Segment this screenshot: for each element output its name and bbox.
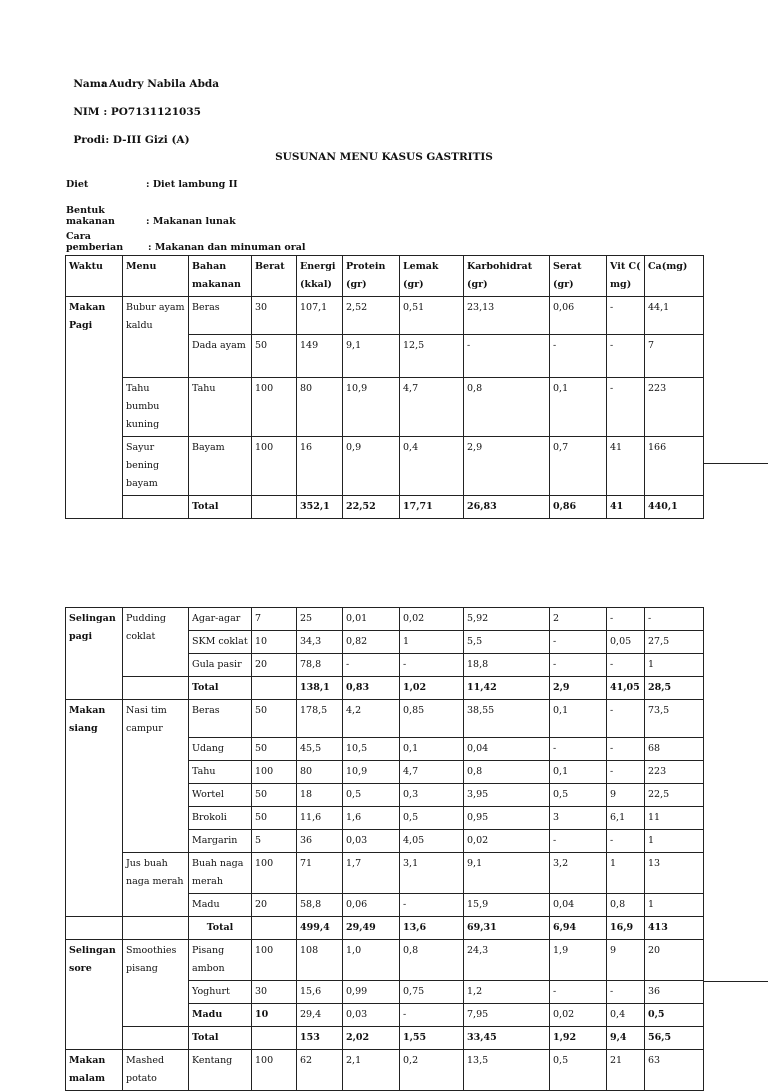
table-row xyxy=(66,608,704,631)
total-protein: 2,02 xyxy=(343,1027,400,1050)
vitc-cell: 0,05 xyxy=(607,631,645,654)
vitc-cell: 6,1 xyxy=(607,807,645,830)
total-ca: 440,1 xyxy=(645,496,704,519)
vitc-cell: - xyxy=(607,830,645,853)
lemak-cell: - xyxy=(400,1004,464,1027)
ca-cell: 11 xyxy=(645,807,704,830)
bahan-cell: Beras xyxy=(189,700,252,738)
total-karbo: 69,31 xyxy=(464,917,550,940)
karbo-cell: 0,8 xyxy=(464,378,550,437)
ca-cell: - xyxy=(645,608,704,631)
berat-cell: 5 xyxy=(252,830,297,853)
page-title: SUSUNAN MENU KASUS GASTRITIS xyxy=(275,151,493,163)
serat-cell: 0,04 xyxy=(550,894,607,917)
protein-cell: 0,82 xyxy=(343,631,400,654)
total-serat: 2,9 xyxy=(550,677,607,700)
lemak-cell: 4,7 xyxy=(400,378,464,437)
protein-cell: 10,9 xyxy=(343,761,400,784)
prodi-line xyxy=(66,122,190,146)
berat-cell: 100 xyxy=(252,437,297,496)
ca-cell: 13 xyxy=(645,853,704,894)
energi-cell: 78,8 xyxy=(297,654,343,677)
bahan-cell: Udang xyxy=(189,738,252,761)
energi-cell: 107,1 xyxy=(297,297,343,335)
bentuk-label: Bentuk makanan xyxy=(66,205,115,227)
header-cell: Energi (kkal) xyxy=(297,256,343,297)
karbo-cell: 0,02 xyxy=(464,830,550,853)
ca-cell: 44,1 xyxy=(645,297,704,335)
total-vitc: 9,4 xyxy=(607,1027,645,1050)
karbo-cell: 2,9 xyxy=(464,437,550,496)
bahan-cell: Wortel xyxy=(189,784,252,807)
waktu-cell: Makan Pagi xyxy=(66,297,123,519)
protein-cell: 10,9 xyxy=(343,378,400,437)
karbo-cell: 15,9 xyxy=(464,894,550,917)
diet-label: Diet xyxy=(66,179,89,190)
serat-cell: 2 xyxy=(550,608,607,631)
serat-cell: - xyxy=(550,631,607,654)
total-label: Total xyxy=(189,917,252,940)
bahan-cell: Agar-agar xyxy=(189,608,252,631)
vitc-cell: - xyxy=(607,378,645,437)
total-protein: 29,49 xyxy=(343,917,400,940)
lemak-cell: 0,75 xyxy=(400,981,464,1004)
ca-cell: 20 xyxy=(645,940,704,981)
karbo-cell: 0,04 xyxy=(464,738,550,761)
berat-cell: 20 xyxy=(252,894,297,917)
berat-cell: 50 xyxy=(252,807,297,830)
total-karbo: 26,83 xyxy=(464,496,550,519)
table-row xyxy=(66,297,704,335)
karbo-cell: 38,55 xyxy=(464,700,550,738)
total-ca: 56,5 xyxy=(645,1027,704,1050)
total-lemak: 1,55 xyxy=(400,1027,464,1050)
lemak-cell: 4,05 xyxy=(400,830,464,853)
vitc-cell: - xyxy=(607,608,645,631)
nim-label: NIM xyxy=(73,106,100,118)
menu-cell: Smoothies pisang xyxy=(123,940,189,1027)
karbo-cell: - xyxy=(464,335,550,378)
vitc-cell: 0,4 xyxy=(607,1004,645,1027)
berat-cell: 50 xyxy=(252,335,297,378)
lemak-cell: 0,5 xyxy=(400,807,464,830)
ca-cell: 73,5 xyxy=(645,700,704,738)
protein-cell: 0,03 xyxy=(343,1004,400,1027)
prodi-value: : D-III Gizi (A) xyxy=(105,134,190,146)
total-energi: 138,1 xyxy=(297,677,343,700)
header-cell: Karbohidrat (gr) xyxy=(464,256,550,297)
total-row xyxy=(66,677,704,700)
serat-cell: - xyxy=(550,981,607,1004)
energi-cell: 18 xyxy=(297,784,343,807)
karbo-cell: 18,8 xyxy=(464,654,550,677)
karbo-cell: 7,95 xyxy=(464,1004,550,1027)
total-serat: 1,92 xyxy=(550,1027,607,1050)
extra-cell-border xyxy=(703,981,704,1024)
berat-cell: 50 xyxy=(252,784,297,807)
lemak-cell: - xyxy=(400,894,464,917)
ca-cell: 7 xyxy=(645,335,704,378)
total-energi: 499,4 xyxy=(297,917,343,940)
waktu-cell: Makan malam xyxy=(66,1050,123,1091)
lemak-cell: 0,3 xyxy=(400,784,464,807)
prodi-label: Prodi xyxy=(73,134,106,146)
karbo-cell: 0,8 xyxy=(464,761,550,784)
total-ca: 413 xyxy=(645,917,704,940)
energi-cell: 34,3 xyxy=(297,631,343,654)
ca-cell: 1 xyxy=(645,830,704,853)
protein-cell: 9,1 xyxy=(343,335,400,378)
bahan-cell: Madu xyxy=(189,894,252,917)
lemak-cell: 0,8 xyxy=(400,940,464,981)
energi-cell: 29,4 xyxy=(297,1004,343,1027)
waktu-cell: Selingan pagi xyxy=(66,608,123,700)
ca-cell: 223 xyxy=(645,378,704,437)
energi-cell: 45,5 xyxy=(297,738,343,761)
bahan-cell: Pisang ambon xyxy=(189,940,252,981)
total-label: Total xyxy=(189,1027,252,1050)
nim-value: : PO7131121035 xyxy=(103,106,201,118)
lemak-cell: 0,02 xyxy=(400,608,464,631)
header-cell: Waktu xyxy=(66,256,123,297)
karbo-cell: 9,1 xyxy=(464,853,550,894)
bahan-cell: Buah naga merah xyxy=(189,853,252,894)
total-label: Total xyxy=(189,496,252,519)
karbo-cell: 0,95 xyxy=(464,807,550,830)
vitc-cell: 21 xyxy=(607,1050,645,1091)
header-cell: Lemak (gr) xyxy=(400,256,464,297)
protein-cell: 1,6 xyxy=(343,807,400,830)
protein-cell: 0,99 xyxy=(343,981,400,1004)
lemak-cell: 0,51 xyxy=(400,297,464,335)
protein-cell: 4,2 xyxy=(343,700,400,738)
menu-table-lanjutan xyxy=(65,607,704,1091)
table-row xyxy=(66,940,704,981)
energi-cell: 108 xyxy=(297,940,343,981)
ca-cell: 223 xyxy=(645,761,704,784)
protein-cell: 2,1 xyxy=(343,1050,400,1091)
ca-cell: 27,5 xyxy=(645,631,704,654)
lemak-cell: 0,1 xyxy=(400,738,464,761)
energi-cell: 71 xyxy=(297,853,343,894)
berat-cell: 100 xyxy=(252,761,297,784)
berat-cell: 100 xyxy=(252,1050,297,1091)
diet-line xyxy=(66,179,238,190)
berat-cell: 100 xyxy=(252,378,297,437)
menu-cell: Bubur ayam kaldu xyxy=(123,297,189,378)
diet-value: : Diet lambung II xyxy=(146,179,238,190)
serat-cell: 1,9 xyxy=(550,940,607,981)
serat-cell: 0,1 xyxy=(550,700,607,738)
nama-value: : Audry Nabila Abda xyxy=(101,78,220,90)
total-ca: 28,5 xyxy=(645,677,704,700)
table-row xyxy=(66,853,704,894)
vitc-cell: - xyxy=(607,654,645,677)
menu-cell: Mashed potato xyxy=(123,1050,189,1091)
header-cell: Ca(mg) xyxy=(645,256,704,297)
menu-cell: Jus buah naga merah xyxy=(123,853,189,917)
bahan-cell: Bayam xyxy=(189,437,252,496)
serat-cell: 0,5 xyxy=(550,784,607,807)
serat-cell: 3 xyxy=(550,807,607,830)
table-header-row xyxy=(66,256,704,297)
total-lemak: 1,02 xyxy=(400,677,464,700)
protein-cell: 0,9 xyxy=(343,437,400,496)
bahan-cell: Beras xyxy=(189,297,252,335)
bahan-cell: SKM coklat xyxy=(189,631,252,654)
protein-cell: 0,5 xyxy=(343,784,400,807)
berat-cell: 10 xyxy=(252,1004,297,1027)
total-label: Total xyxy=(189,677,252,700)
vitc-cell: - xyxy=(607,738,645,761)
total-karbo: 33,45 xyxy=(464,1027,550,1050)
serat-cell: - xyxy=(550,738,607,761)
vitc-cell: - xyxy=(607,700,645,738)
total-protein: 22,52 xyxy=(343,496,400,519)
karbo-cell: 13,5 xyxy=(464,1050,550,1091)
karbo-cell: 1,2 xyxy=(464,981,550,1004)
energi-cell: 58,8 xyxy=(297,894,343,917)
ca-cell: 36 xyxy=(645,981,704,1004)
berat-cell: 100 xyxy=(252,853,297,894)
total-row xyxy=(66,496,704,519)
bentuk-value: : Makanan lunak xyxy=(146,216,236,227)
bentuk-line xyxy=(66,205,236,227)
divider-line xyxy=(703,981,768,982)
berat-cell: 100 xyxy=(252,940,297,981)
lemak-cell: 4,7 xyxy=(400,761,464,784)
ca-cell: 166 xyxy=(645,437,704,496)
protein-cell: 0,03 xyxy=(343,830,400,853)
vitc-cell: - xyxy=(607,761,645,784)
header-cell: Vit C( mg) xyxy=(607,256,645,297)
berat-cell: 50 xyxy=(252,738,297,761)
protein-cell: 0,01 xyxy=(343,608,400,631)
lemak-cell: 1 xyxy=(400,631,464,654)
bahan-cell: Tahu xyxy=(189,378,252,437)
total-row xyxy=(66,917,704,940)
waktu-cell: Selingan sore xyxy=(66,940,123,1050)
total-serat: 0,86 xyxy=(550,496,607,519)
divider-line xyxy=(703,463,768,464)
table-row xyxy=(66,378,704,437)
bahan-cell: Gula pasir xyxy=(189,654,252,677)
header-cell: Serat (gr) xyxy=(550,256,607,297)
bahan-cell: Kentang xyxy=(189,1050,252,1091)
karbo-cell: 3,95 xyxy=(464,784,550,807)
energi-cell: 25 xyxy=(297,608,343,631)
total-energi: 153 xyxy=(297,1027,343,1050)
total-karbo: 11,42 xyxy=(464,677,550,700)
total-vitc: 41 xyxy=(607,496,645,519)
header-cell: Protein (gr) xyxy=(343,256,400,297)
vitc-cell: - xyxy=(607,297,645,335)
berat-cell: 10 xyxy=(252,631,297,654)
energi-cell: 62 xyxy=(297,1050,343,1091)
serat-cell: 0,1 xyxy=(550,761,607,784)
protein-cell: 0,06 xyxy=(343,894,400,917)
vitc-cell: 9 xyxy=(607,940,645,981)
karbo-cell: 24,3 xyxy=(464,940,550,981)
bahan-cell: Yoghurt xyxy=(189,981,252,1004)
serat-cell: 0,02 xyxy=(550,1004,607,1027)
total-energi: 352,1 xyxy=(297,496,343,519)
protein-cell: 2,52 xyxy=(343,297,400,335)
cara-label: Cara pemberian xyxy=(66,231,124,253)
header-cell: Bahan makanan xyxy=(189,256,252,297)
serat-cell: 0,7 xyxy=(550,437,607,496)
karbo-cell: 5,92 xyxy=(464,608,550,631)
menu-table-pagi xyxy=(65,255,704,519)
protein-cell: - xyxy=(343,654,400,677)
serat-cell: 3,2 xyxy=(550,853,607,894)
berat-cell: 30 xyxy=(252,297,297,335)
serat-cell: 0,5 xyxy=(550,1050,607,1091)
bahan-cell: Dada ayam xyxy=(189,335,252,378)
menu-cell: Sayur bening bayam xyxy=(123,437,189,496)
waktu-cell: Makan siang xyxy=(66,700,123,917)
lemak-cell: 3,1 xyxy=(400,853,464,894)
berat-cell: 20 xyxy=(252,654,297,677)
cara-value: : Makanan dan minuman oral xyxy=(148,242,306,253)
vitc-cell: 41 xyxy=(607,437,645,496)
berat-cell: 30 xyxy=(252,981,297,1004)
ca-cell: 22,5 xyxy=(645,784,704,807)
total-protein: 0,83 xyxy=(343,677,400,700)
lemak-cell: 12,5 xyxy=(400,335,464,378)
lemak-cell: - xyxy=(400,654,464,677)
serat-cell: - xyxy=(550,654,607,677)
energi-cell: 80 xyxy=(297,761,343,784)
energi-cell: 149 xyxy=(297,335,343,378)
nama-label: Nama xyxy=(73,78,108,90)
energi-cell: 11,6 xyxy=(297,807,343,830)
energi-cell: 178,5 xyxy=(297,700,343,738)
table-row xyxy=(66,437,704,496)
berat-cell: 50 xyxy=(252,700,297,738)
total-vitc: 16,9 xyxy=(607,917,645,940)
ca-cell: 0,5 xyxy=(645,1004,704,1027)
energi-cell: 16 xyxy=(297,437,343,496)
protein-cell: 1,0 xyxy=(343,940,400,981)
berat-cell: 7 xyxy=(252,608,297,631)
menu-cell: Tahu bumbu kuning xyxy=(123,378,189,437)
vitc-cell: - xyxy=(607,981,645,1004)
table-row xyxy=(66,1050,704,1091)
serat-cell: 0,06 xyxy=(550,297,607,335)
total-serat: 6,94 xyxy=(550,917,607,940)
karbo-cell: 23,13 xyxy=(464,297,550,335)
header-cell: Menu xyxy=(123,256,189,297)
vitc-cell: 0,8 xyxy=(607,894,645,917)
total-row xyxy=(66,1027,704,1050)
header-cell: Berat xyxy=(252,256,297,297)
lemak-cell: 0,2 xyxy=(400,1050,464,1091)
bahan-cell: Margarin xyxy=(189,830,252,853)
energi-cell: 15,6 xyxy=(297,981,343,1004)
menu-cell: Pudding coklat xyxy=(123,608,189,677)
vitc-cell: 9 xyxy=(607,784,645,807)
bahan-cell: Brokoli xyxy=(189,807,252,830)
nim-line xyxy=(66,94,201,118)
serat-cell: - xyxy=(550,830,607,853)
serat-cell: 0,1 xyxy=(550,378,607,437)
total-lemak: 13,6 xyxy=(400,917,464,940)
energi-cell: 36 xyxy=(297,830,343,853)
bahan-cell: Tahu xyxy=(189,761,252,784)
cara-line xyxy=(66,231,306,253)
menu-cell: Nasi tim campur xyxy=(123,700,189,853)
vitc-cell: 1 xyxy=(607,853,645,894)
bahan-cell: Madu xyxy=(189,1004,252,1027)
protein-cell: 1,7 xyxy=(343,853,400,894)
ca-cell: 63 xyxy=(645,1050,704,1091)
lemak-cell: 0,85 xyxy=(400,700,464,738)
lemak-cell: 0,4 xyxy=(400,437,464,496)
total-lemak: 17,71 xyxy=(400,496,464,519)
vitc-cell: - xyxy=(607,335,645,378)
total-vitc: 41,05 xyxy=(607,677,645,700)
karbo-cell: 5,5 xyxy=(464,631,550,654)
serat-cell: - xyxy=(550,335,607,378)
protein-cell: 10,5 xyxy=(343,738,400,761)
ca-cell: 68 xyxy=(645,738,704,761)
nama-line xyxy=(66,66,219,90)
energi-cell: 80 xyxy=(297,378,343,437)
table-row xyxy=(66,700,704,738)
ca-cell: 1 xyxy=(645,654,704,677)
ca-cell: 1 xyxy=(645,894,704,917)
